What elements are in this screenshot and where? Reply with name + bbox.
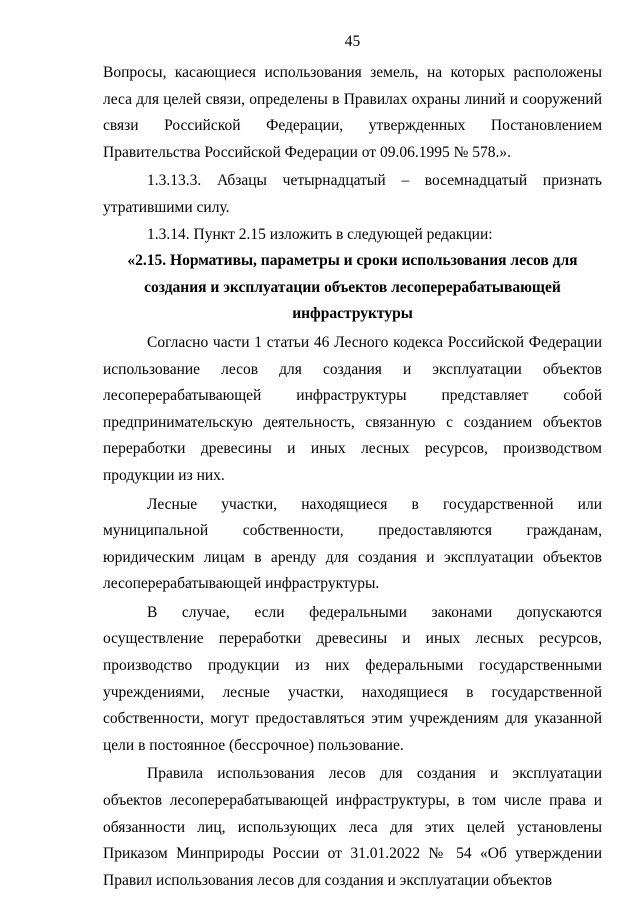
section-heading-2-15: «2.15. Нормативы, параметры и сроки использования лесов для создания и эксплуатации объектов лесоперерабатывающей инфраструктуры — [127, 252, 578, 323]
page-number: 45 — [344, 33, 361, 50]
paragraph-forest-code-article: Согласно части 1 статьи 46 Лесного кодекса Российской Федерации использование лесов для создания и эксплуатации объектов лесоперерабатывающей инфраструктуры представляет собой предпринимательскую деятельность, связанную с созданием объектов переработки древесины и иных лесных ресурсов, производством продукции из них. — [103, 333, 602, 484]
paragraph-item-1-3-14: 1.3.14. Пункт 2.15 изложить в следующей редакции: — [147, 225, 493, 243]
paragraph-item-1-3-13-3: 1.3.13.3. Абзацы четырнадцатый – восемнадцатый признать утратившими силу. — [103, 172, 602, 216]
paragraph-land-plots-lease: Лесные участки, находящиеся в государственной или муниципальной собственности, предоставляются гражданам, юридическим лицам в аренду для создания и эксплуатации объектов лесоперерабатывающей инфраструктуры. — [103, 495, 602, 593]
paragraph-federal-institutions: В случае, если федеральными законами допускаются осуществление переработки древесины и иных лесных ресурсов, производство продукции из них федеральными государственными учреждениями, лесные участки, находящиеся в государственной собственности, могут предоставляться этим учреждениям для указанной цели в постоянное (бессрочное) пользование. — [103, 603, 602, 754]
paragraph-usage-rules: Правила использования лесов для создания и эксплуатации объектов лесоперерабатывающей инфраструктуры, в том числе права и обязанности лиц, использующих леса для этих целей установлены Приказом Минприроды России от 31.01.2022 № 54 «Об утверждении Правил использования лесов для создания и эксплуатации объектов — [103, 765, 602, 889]
paragraph-communication-lands: Вопросы, касающиеся использования земель, на которых расположены леса для целей связи, определены в Правилах охраны линий и сооружений связи Российской Федерации, утвержденных Постановлением Правительства Российской Федерации от 09.06.1995 № 578.». — [103, 64, 602, 161]
